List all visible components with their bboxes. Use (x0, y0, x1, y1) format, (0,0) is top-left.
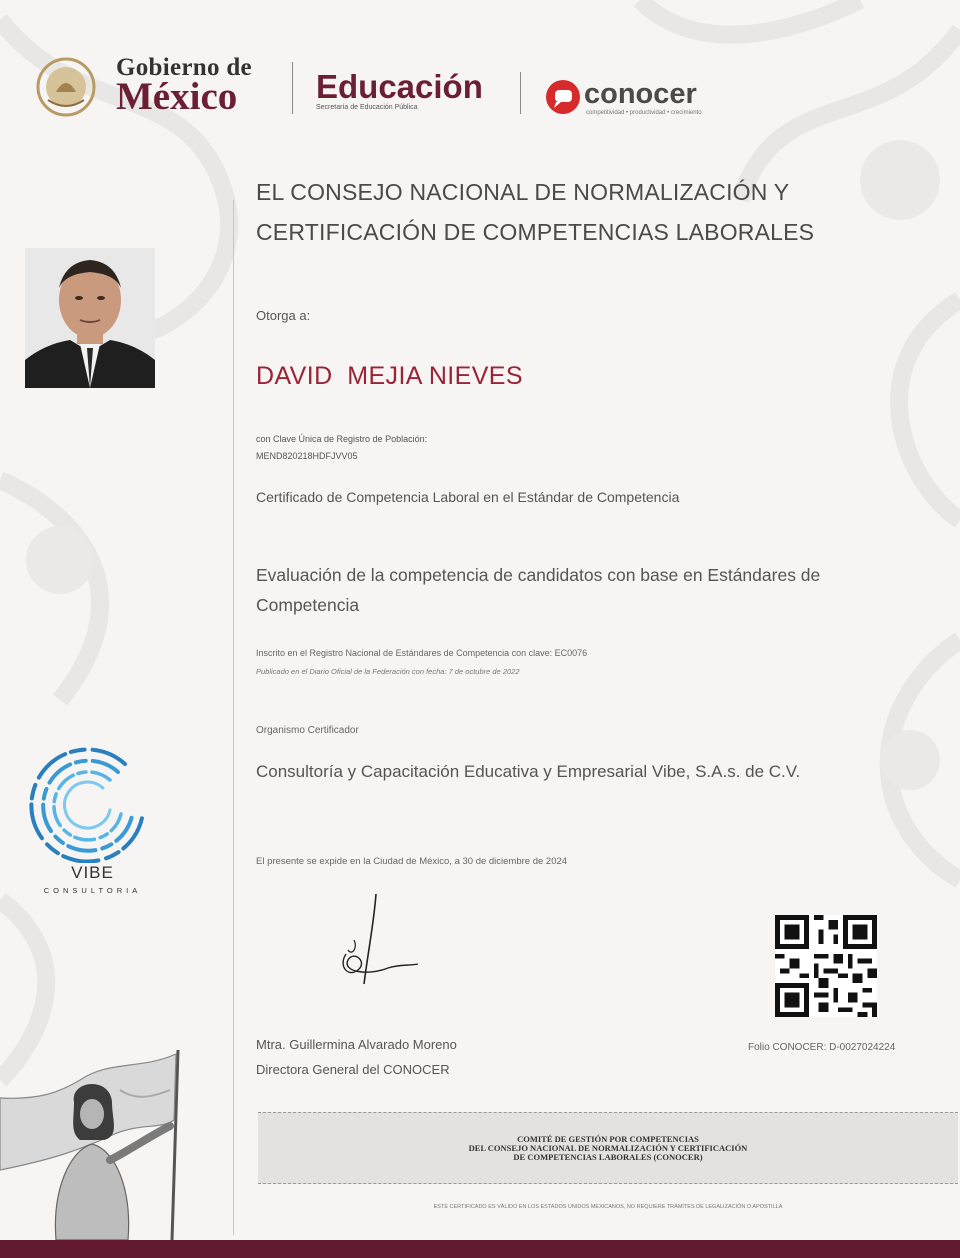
conocer-subtitle: competitividad • productividad • crecimiento (586, 110, 702, 116)
national-seal-icon (30, 56, 102, 118)
committee-line: DE COMPETENCIAS LABORALES (CONOCER) (513, 1152, 703, 1162)
bottom-bar (0, 1240, 960, 1258)
standard-name: Evaluación de la competencia de candidatos con base en Estándares de Competencia (256, 565, 821, 615)
educacion-text: Educación (316, 68, 483, 105)
publication-line: Publicado en el Diario Oficial de la Federación con fecha: 7 de octubre de 2022 (256, 667, 520, 676)
educacion-subtitle: Secretaría de Educación Pública (316, 104, 418, 111)
folio-number: Folio CONOCER: D-0027024224 (748, 1042, 896, 1053)
vibe-consultoria-logo (20, 738, 165, 898)
header-separator (520, 72, 521, 114)
signature-icon (318, 892, 428, 1002)
conocer-logo (544, 74, 774, 120)
certifier-label: Organismo Certificador (256, 725, 359, 736)
conocer-text: conocer (584, 78, 697, 110)
flag-woman-illustration-icon (0, 1040, 220, 1240)
signer-role: Directora General del CONOCER (256, 1062, 450, 1077)
vibe-rings-icon (20, 738, 165, 863)
curp-value: MEND820218HDFJVV05 (256, 451, 358, 461)
certificate-type: Certificado de Competencia Laboral en el Estándar de Competencia (256, 489, 680, 505)
recipient-name: DAVID MEJIA NIEVES (256, 362, 523, 390)
header-separator (292, 62, 293, 114)
committee-line: DEL CONSEJO NACIONAL DE NORMALIZACIÓN Y CERTIFICACIÓN (468, 1143, 748, 1153)
mexico-text: México (116, 75, 238, 118)
issue-statement: El presente se expide en la Ciudad de México, a 30 de diciembre de 2024 (256, 856, 568, 867)
certificate-title: EL CONSEJO NACIONAL DE NORMALIZACIÓN Y CERTIFICACIÓN DE COMPETENCIAS LABORALES (256, 179, 815, 245)
otorga-label: Otorga a: (256, 308, 311, 323)
gobierno-text: Gobierno de (116, 54, 252, 81)
committee-text (258, 1135, 958, 1162)
vibe-subtitle: CONSULTORIA (43, 886, 142, 895)
validity-note: ESTE CERTIFICADO ES VÁLIDO EN LOS ESTADOS UNIDOS MEXICANOS, NO REQUIERE TRÁMITES DE LEGALIZACIÓN O APOSTILLA (433, 1204, 783, 1210)
person-photo-icon (25, 248, 155, 388)
committee-band (258, 1112, 958, 1184)
educacion-logo (316, 68, 483, 111)
vertical-divider (233, 200, 234, 1235)
curp-label: con Clave Única de Registro de Población: (256, 434, 428, 444)
gobierno-mexico-logo (30, 52, 275, 122)
signer-name: Mtra. Guillermina Alvarado Moreno (256, 1037, 457, 1052)
vibe-text: VIBE (71, 863, 114, 882)
committee-line: COMITÉ DE GESTIÓN POR COMPETENCIAS (517, 1134, 699, 1144)
recipient-photo (25, 248, 155, 388)
registry-line: Inscrito en el Registro Nacional de Estándares de Competencia con clave: EC0076 (256, 648, 588, 658)
conocer-icon (544, 78, 582, 116)
qr-code-icon[interactable] (775, 915, 877, 1017)
certifier-name: Consultoría y Capacitación Educativa y Empresarial Vibe, S.A.s. de C.V. (256, 762, 801, 781)
